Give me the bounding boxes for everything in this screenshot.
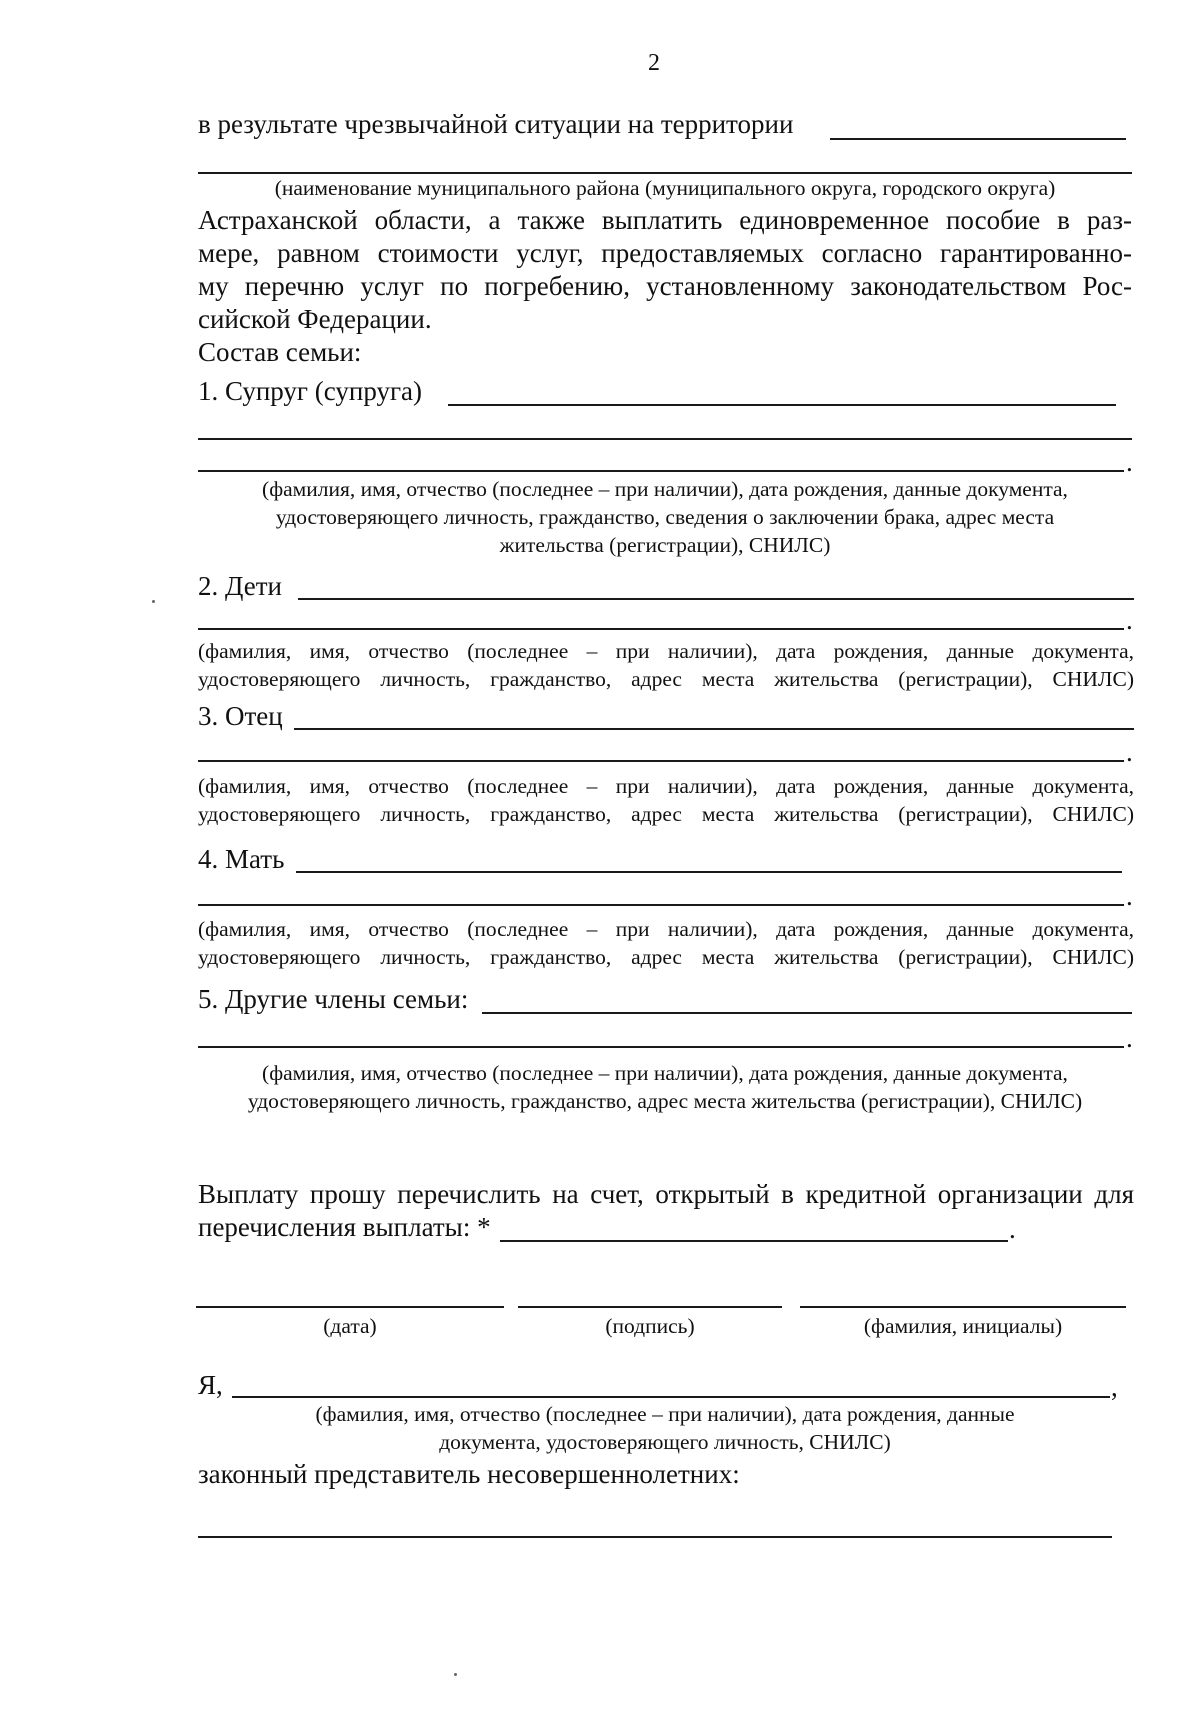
father-period: . [1126,737,1133,767]
others-field-line-2[interactable] [198,1046,1124,1048]
payment-line-1: Выплату прошу перечислить на счет, открытый в кредитной организации для [198,1179,1134,1209]
father-field-line-2[interactable] [198,760,1124,762]
signature-caption: (подпись) [605,1314,695,1338]
declarant-caption-1: (фамилия, имя, отчество (последнее – при наличии), дата рождения, данные [315,1402,1015,1426]
others-caption-2: удостоверяющего личность, гражданство, адрес места жительства (регистрации), СНИЛС) [247,1089,1083,1113]
spouse-period: . [1126,447,1133,477]
declarant-caption-2: документа, удостоверяющего личность, СНИЛС) [439,1430,891,1454]
mother-field-line-2[interactable] [198,904,1124,906]
spouse-label: 1. Супруг (супруга) [198,376,423,406]
mother-caption-2: удостоверяющего личность, гражданство, адрес места жительства (регистрации), СНИЛС) [198,945,1134,969]
mother-label: 4. Мать [198,844,285,874]
body-line-4: сийской Федерации. [198,304,432,334]
payment-line-2: перечисления выплаты: * [198,1212,491,1242]
spouse-field[interactable] [448,404,1116,406]
children-field[interactable] [298,598,1134,600]
body-line-2: мере, равном стоимости услуг, предоставляемых согласно гарантированно- [198,238,1132,268]
mother-field[interactable] [296,871,1122,873]
father-label: 3. Отец [198,701,283,731]
name-initials-field[interactable] [800,1306,1126,1308]
body-line-1: Астраханской области, а также выплатить единовременное пособие в раз- [198,205,1132,235]
family-heading: Состав семьи: [198,337,362,367]
declarant-field[interactable] [232,1396,1110,1398]
mother-period: . [1126,881,1133,911]
spouse-caption-2: удостоверяющего личность, гражданство, сведения о заключении брака, адрес места [275,505,1055,529]
declarant-label: Я, [198,1370,223,1400]
declarant-comma: , [1111,1372,1118,1402]
children-label: 2. Дети [198,571,282,601]
representative-field[interactable] [198,1536,1112,1538]
date-caption: (дата) [323,1314,377,1338]
spouse-caption-1: (фамилия, имя, отчество (последнее – при наличии), дата рождения, данные документа, [262,477,1068,501]
representative-text: законный представитель несовершеннолетних: [198,1459,740,1489]
mother-caption-1: (фамилия, имя, отчество (последнее – при наличии), дата рождения, данные документа, [198,917,1134,941]
signature-field[interactable] [518,1306,782,1308]
intro-text: в результате чрезвычайной ситуации на территории [198,109,794,139]
date-field[interactable] [196,1306,504,1308]
others-caption-1: (фамилия, имя, отчество (последнее – при наличии), дата рождения, данные документа, [262,1061,1068,1085]
name-initials-caption: (фамилия, инициалы) [863,1314,1063,1338]
father-caption-1: (фамилия, имя, отчество (последнее – при наличии), дата рождения, данные документа, [198,774,1134,798]
municipal-caption: (наименование муниципального района (муниципального округа, городского округа) [274,176,1056,200]
body-line-3: му перечню услуг по погребению, установленному законодательством Рос- [198,271,1132,301]
children-caption-1: (фамилия, имя, отчество (последнее – при наличии), дата рождения, данные документа, [198,639,1134,663]
father-caption-2: удостоверяющего личность, гражданство, адрес места жительства (регистрации), СНИЛС) [198,802,1134,826]
payment-account-field[interactable] [500,1240,1008,1242]
payment-period: . [1009,1214,1016,1244]
territory-field[interactable] [830,138,1126,140]
others-label: 5. Другие члены семьи: [198,984,469,1014]
children-period: . [1126,605,1133,635]
children-caption-2: удостоверяющего личность, гражданство, адрес места жительства (регистрации), СНИЛС) [198,667,1134,691]
page-number: 2 [648,50,660,76]
scan-speck [152,600,155,603]
others-field[interactable] [482,1012,1132,1014]
spouse-caption-3: жительства (регистрации), СНИЛС) [499,533,831,557]
father-field[interactable] [294,728,1134,730]
spouse-field-line-2[interactable] [198,438,1132,440]
spouse-field-line-3[interactable] [198,470,1124,472]
children-field-line-2[interactable] [198,628,1124,630]
others-period: . [1126,1023,1133,1053]
scan-speck [454,1673,457,1676]
